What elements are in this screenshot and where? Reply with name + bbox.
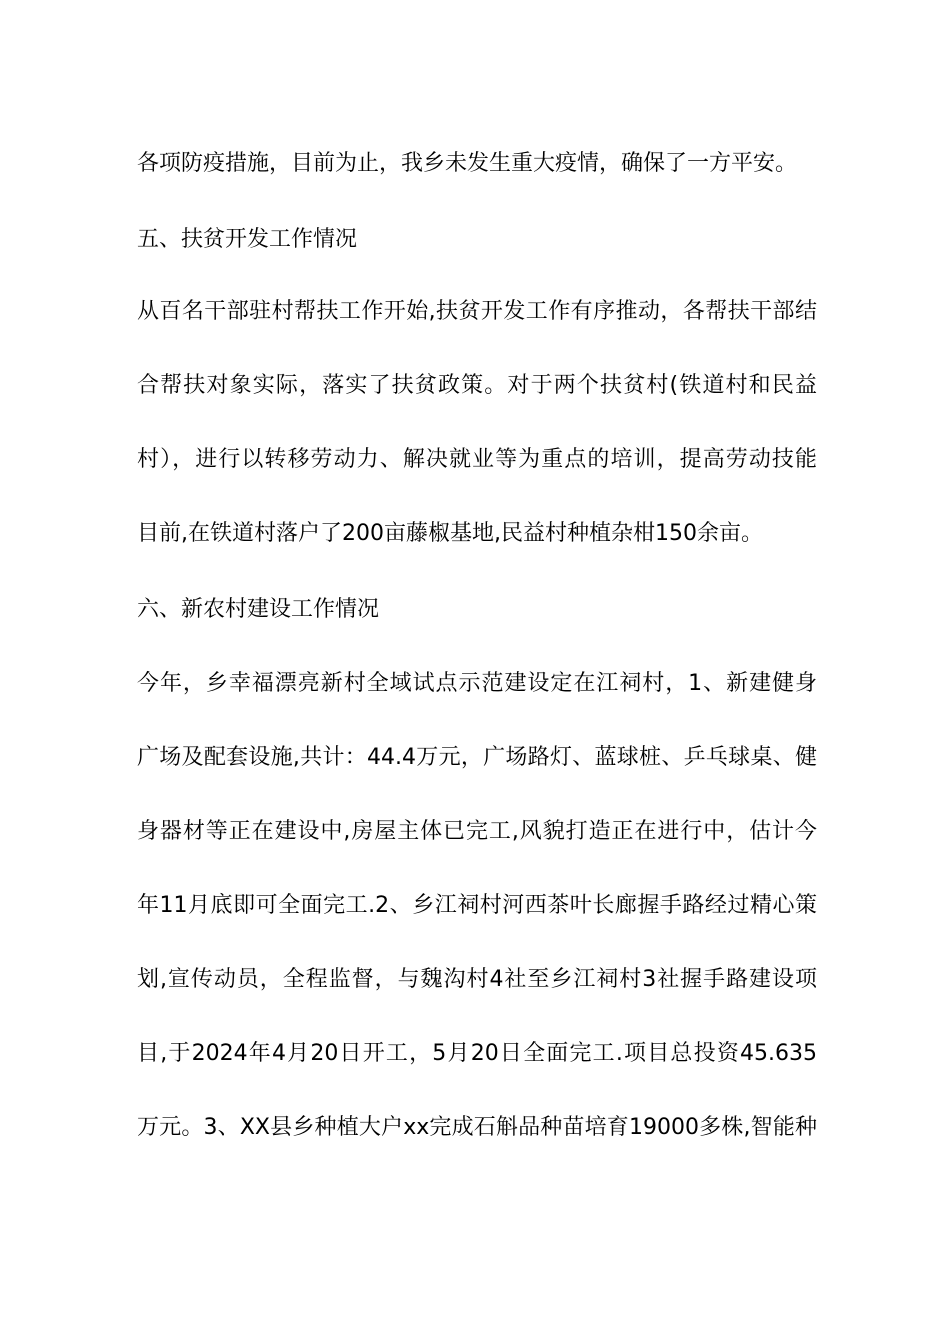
- text-line: 今年，乡幸福漂亮新村全域试点示范建设定在江祠村，1、新建健身: [137, 671, 817, 696]
- section-heading-new-countryside: 六、新农村建设工作情况: [137, 597, 380, 622]
- text-line-epidemic-measures: 各项防疫措施，目前为止，我乡未发生重大疫情，确保了一方平安。: [137, 151, 798, 176]
- text-line: 广场及配套设施,共计：44.4万元，广场路灯、蓝球桩、乒乓球桌、健: [137, 745, 817, 770]
- text-line: 合帮扶对象实际，落实了扶贫政策。对于两个扶贫村(铁道村和民益: [137, 373, 817, 398]
- text-line: 年11月底即可全面完工.2、乡江祠村河西茶叶长廊握手路经过精心策: [137, 893, 817, 918]
- text-line: 目前,在铁道村落户了200亩藤椒基地,民益村种植杂柑150余亩。: [137, 521, 763, 546]
- text-line: 从百名干部驻村帮扶工作开始,扶贫开发工作有序推动，各帮扶干部结: [137, 299, 817, 324]
- text-line: 村），进行以转移劳动力、解决就业等为重点的培训，提高劳动技能: [137, 447, 817, 472]
- text-line: 划,宣传动员，全程监督，与魏沟村4社至乡江祠村3社握手路建设项: [137, 967, 817, 992]
- text-line: 身器材等正在建设中,房屋主体已完工,风貌打造正在进行中，估计今: [137, 819, 817, 844]
- text-line: 目,于2024年4月20日开工，5月20日全面完工.项目总投资45.635: [137, 1041, 817, 1066]
- section-heading-poverty-alleviation: 五、扶贫开发工作情况: [137, 227, 358, 252]
- text-line: 万元。3、XX县乡种植大户xx完成石斛品种苗培育19000多株,智能种: [137, 1115, 817, 1140]
